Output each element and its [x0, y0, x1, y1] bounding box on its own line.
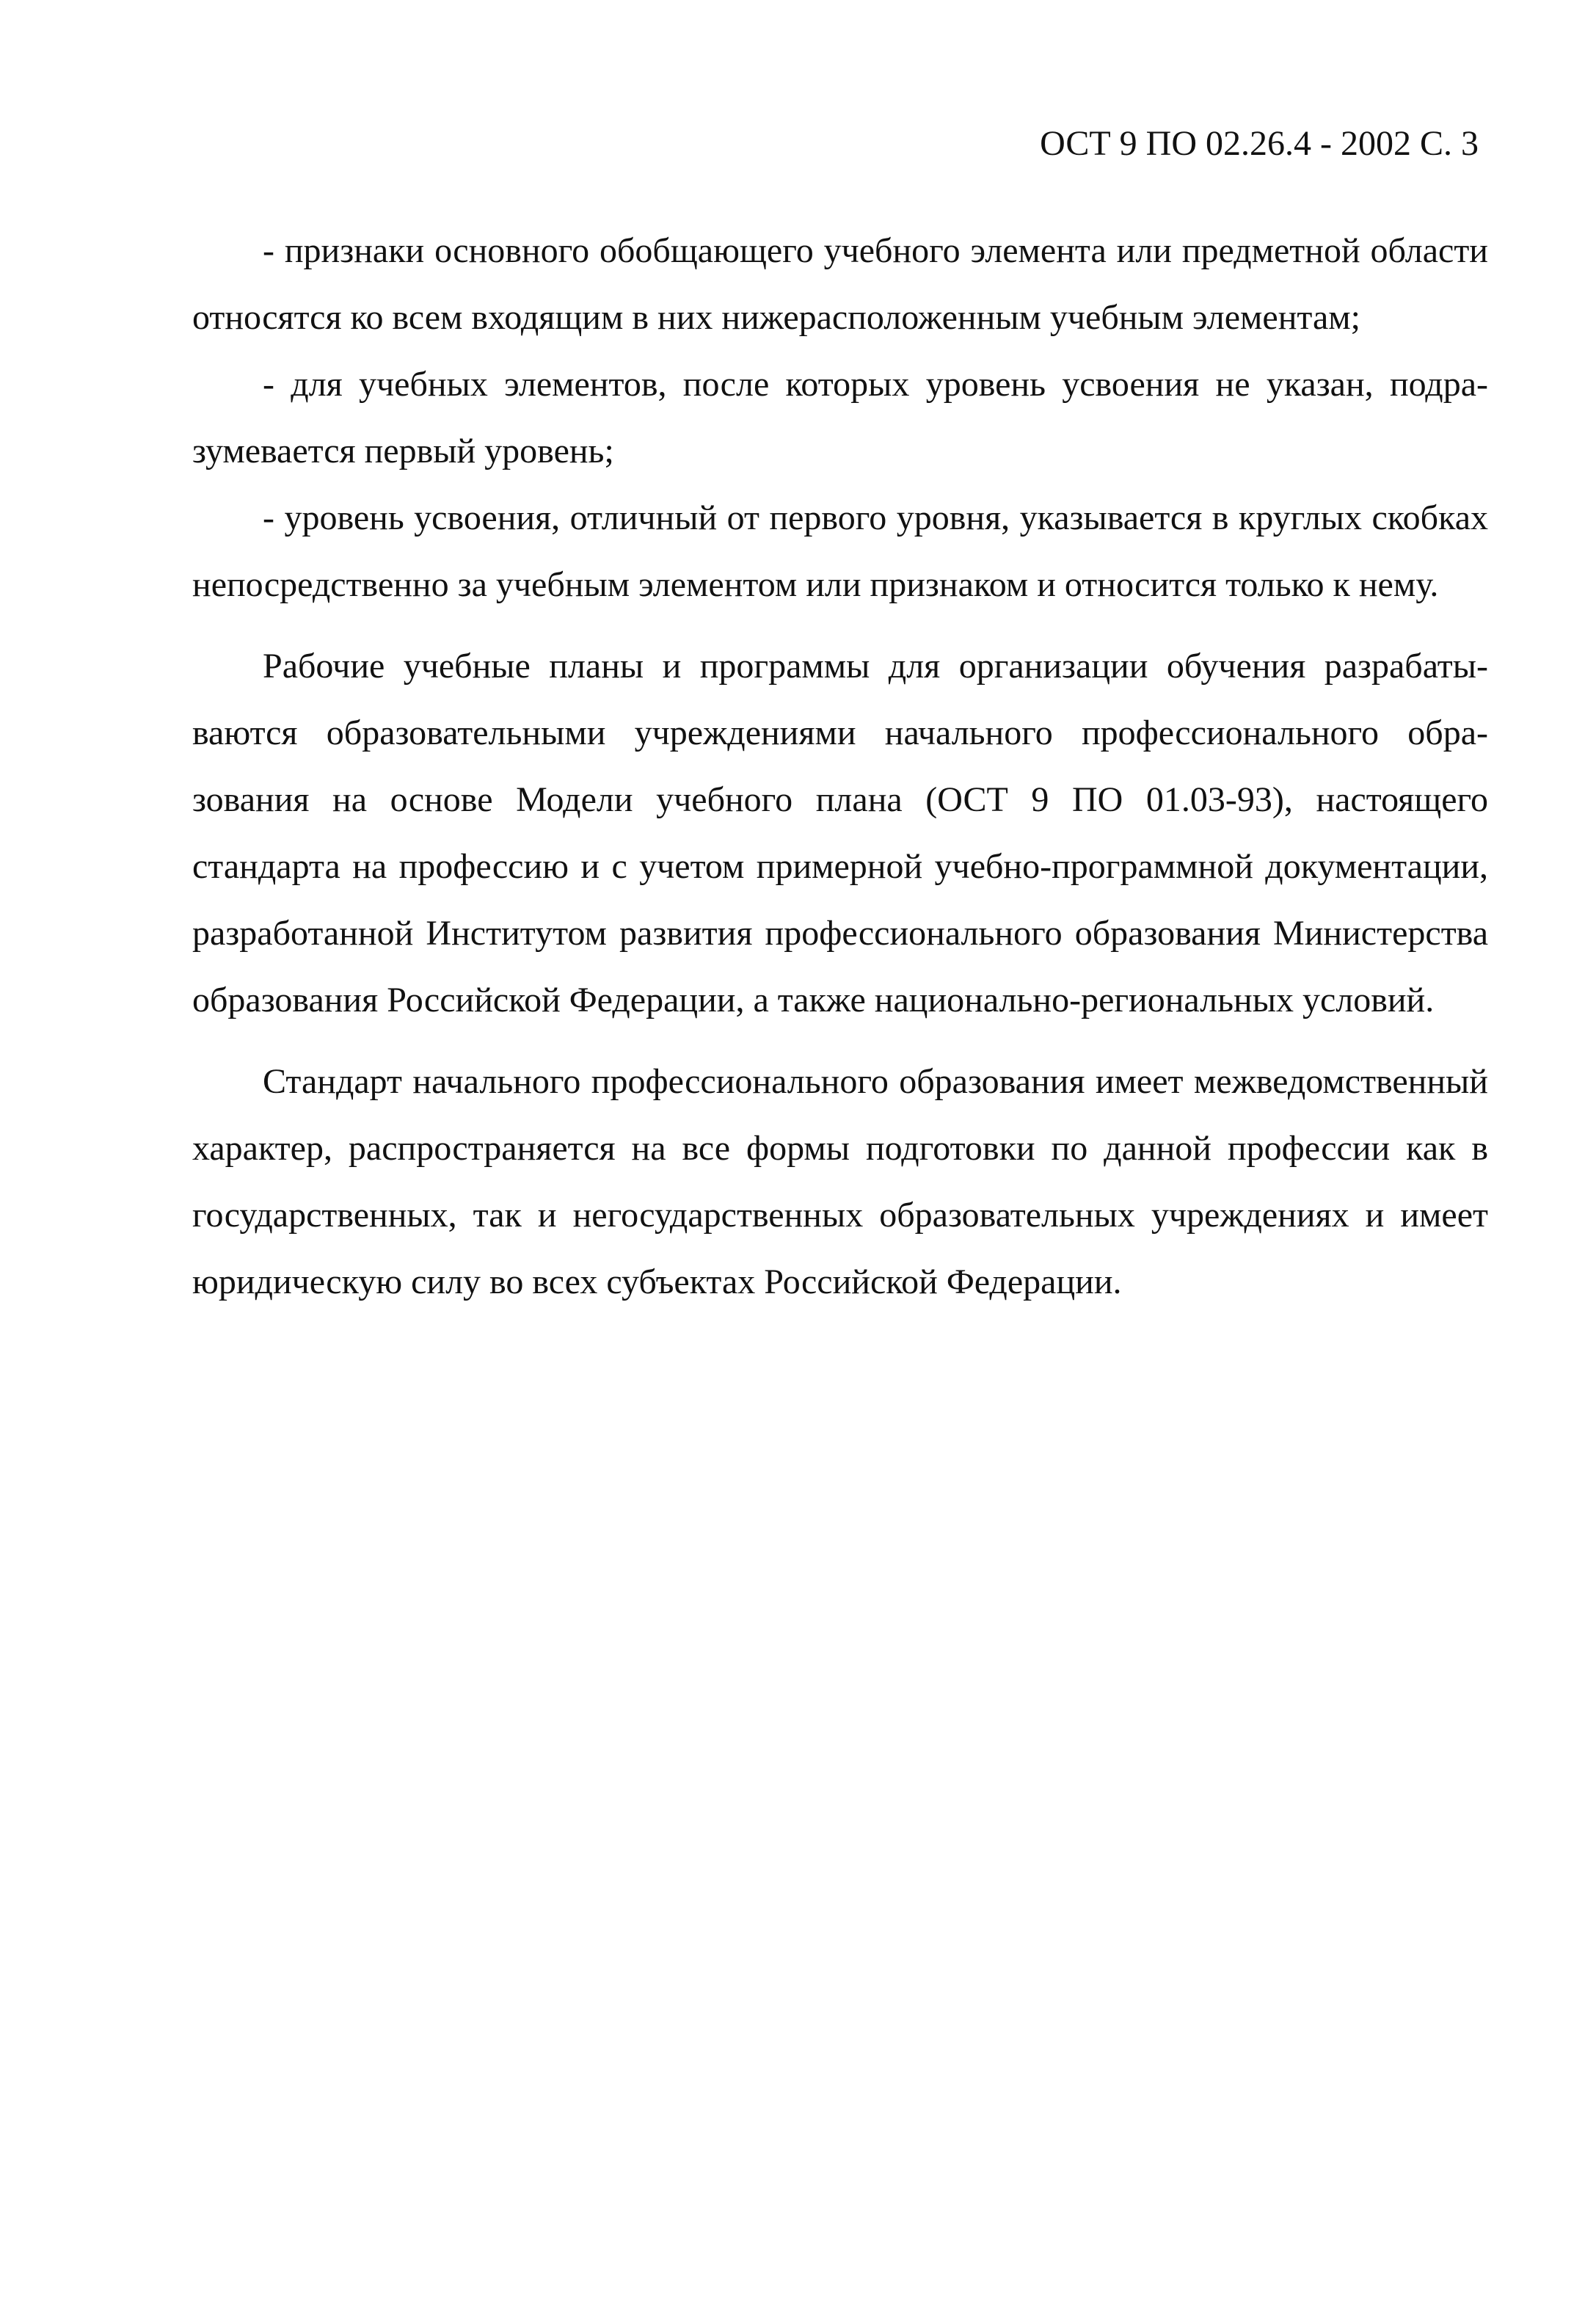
- paragraph-list-item-2: - для учебных элементов, после которых уровень усвоения не указан, подразумевается первый уровень;: [192, 365, 1488, 470]
- paragraph-standard-scope: Стандарт начального профессионального образования имеет межведомственный характер, распространяется на все формы подготовки по данной профессии как в государственных, так и негосударственных образовательных учреждениях и имеет юридическую силу во всех субъектах Российской Федерации.: [192, 1062, 1488, 1301]
- document-body: [192, 217, 1488, 1315]
- page-header: ОСТ 9 ПО 02.26.4 - 2002 С. 3: [1040, 124, 1479, 163]
- paragraph-list-item-3: - уровень усвоения, отличный от первого уровня, указывается в круглых скобках непосредственно за учебным элементом или признаком и относится только к нему.: [192, 498, 1488, 604]
- paragraph-curricula: Рабочие учебные планы и программы для организации обучения разрабатываются образовательными учреждениями начального профессионального образования на основе Модели учебного плана (ОСТ 9 ПО 01.03-93), настоящего стандарта на профессию и с учетом примерной учебно-программной документации, разработанной Институтом развития профессионального образования Министерства образования Российской Федерации, а также национально-региональных условий.: [192, 647, 1488, 1019]
- paragraph-list-item-1: - признаки основного обобщающего учебного элемента или предметной области относятся ко всем входящим в них нижерасположенным учебным элементам;: [192, 231, 1488, 337]
